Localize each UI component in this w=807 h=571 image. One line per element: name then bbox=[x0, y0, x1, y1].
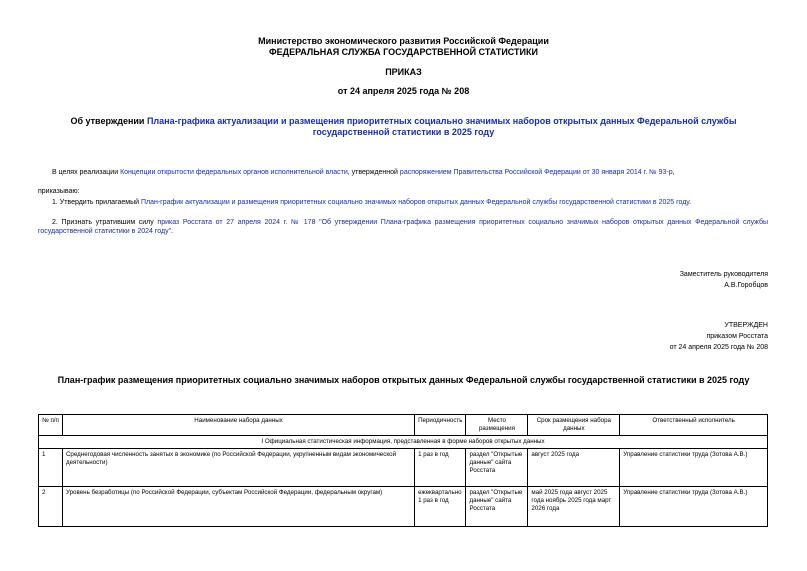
row-executor: Управление статистики труда (Зотова А.В.) bbox=[620, 449, 768, 487]
plan-title: План-график размещения приоритетных социально значимых наборов открытых данных Федеральной службы государственной статистики в 2025 году bbox=[57, 375, 750, 385]
item1-text-1: 1. Утвердить прилагаемый bbox=[52, 199, 141, 206]
col-header-executor: Ответственный исполнитель bbox=[620, 415, 768, 436]
table-row bbox=[39, 487, 768, 527]
order-item-2 bbox=[38, 218, 768, 236]
preamble-text-1: В целях реализации bbox=[52, 169, 121, 176]
approval-line-1: УТВЕРЖДЕН bbox=[724, 322, 768, 329]
row-place: раздел "Открытые данные" сайта Росстата bbox=[466, 487, 528, 527]
row-num: 1 bbox=[39, 449, 63, 487]
col-header-name: Наименование набора данных bbox=[62, 415, 414, 436]
row-deadline: август 2025 года bbox=[528, 449, 620, 487]
old-order-link[interactable]: приказ Росстата от 27 апреля 2024 г. № 178 "Об утверждении Плана-графика размещения приоритетных социально значимых наборов открытых данных Федеральной службы государственной статистики в 2024 году" bbox=[38, 219, 768, 235]
signature-position: Заместитель руководителя bbox=[679, 271, 768, 278]
preamble-text-2: , утвержденной bbox=[347, 169, 400, 176]
table-header-row bbox=[39, 415, 768, 436]
preamble bbox=[52, 168, 768, 177]
col-header-place: Место размещения bbox=[466, 415, 528, 436]
signature-name: А.В.Горобцов bbox=[724, 282, 768, 289]
plan-table bbox=[38, 414, 768, 527]
row-period: ежеквартально 1 раз в год bbox=[415, 487, 466, 527]
service-heading: ФЕДЕРАЛЬНАЯ СЛУЖБА ГОСУДАРСТВЕННОЙ СТАТИСТИКИ bbox=[269, 47, 538, 57]
col-header-num: № п/п bbox=[39, 415, 63, 436]
order-title bbox=[70, 116, 737, 138]
title-prefix: Об утверждении bbox=[70, 116, 147, 126]
row-executor: Управление статистики труда (Зотова А.В.) bbox=[620, 487, 768, 527]
row-period: 1 раз в год bbox=[415, 449, 466, 487]
item2-text-1: 2. Признать утратившим силу bbox=[52, 219, 158, 226]
order-date: от 24 апреля 2025 года № 208 bbox=[337, 86, 470, 96]
row-place: раздел "Открытые данные" сайта Росстата bbox=[466, 449, 528, 487]
title-link[interactable]: Плана-графика актуализации и размещения приоритетных социально значимых наборов открытых данных Федеральной службы государственной статистики в 2025 году bbox=[146, 116, 737, 137]
order-item-1 bbox=[52, 198, 768, 207]
approval-line-2: приказом Росстата bbox=[706, 333, 768, 340]
order-word: приказываю: bbox=[38, 188, 80, 195]
order-label: ПРИКАЗ bbox=[385, 67, 422, 77]
approval-line-3: от 24 апреля 2025 года № 208 bbox=[669, 344, 768, 351]
row-num: 2 bbox=[39, 487, 63, 527]
preamble-text-3: , bbox=[672, 169, 675, 176]
concept-link[interactable]: Концепции открытости федеральных органов исполнительной власти bbox=[120, 169, 348, 176]
row-deadline: май 2025 года август 2025 года ноябрь 2025 года март 2026 года bbox=[528, 487, 620, 527]
item1-text-2: . bbox=[689, 199, 692, 206]
table-row bbox=[39, 449, 768, 487]
row-name: Уровень безработицы (по Российской Федерации, субъектам Российской Федерации, федеральным округам) bbox=[62, 487, 414, 527]
row-name: Среднегодовая численность занятых в экономике (по Российской Федерации, укрупненным видам экономической деятельности) bbox=[62, 449, 414, 487]
item2-text-2: . bbox=[171, 228, 174, 235]
section-title: I Официальная статистическая информация, представленная в форме наборов открытых данных bbox=[39, 436, 768, 449]
col-header-period: Периодичность bbox=[415, 415, 466, 436]
government-order-link[interactable]: распоряжением Правительства Российской Федерации от 30 января 2014 г. № 93-р bbox=[399, 169, 673, 176]
col-header-deadline: Срок размещения набора данных bbox=[528, 415, 620, 436]
ministry-heading: Министерство экономического развития Российской Федерации bbox=[258, 36, 549, 46]
table-section-row bbox=[39, 436, 768, 449]
plan-link[interactable]: План-график актуализации и размещения приоритетных социально значимых наборов открытых данных Федеральной службы государственной статистики в 2025 году bbox=[140, 199, 690, 206]
